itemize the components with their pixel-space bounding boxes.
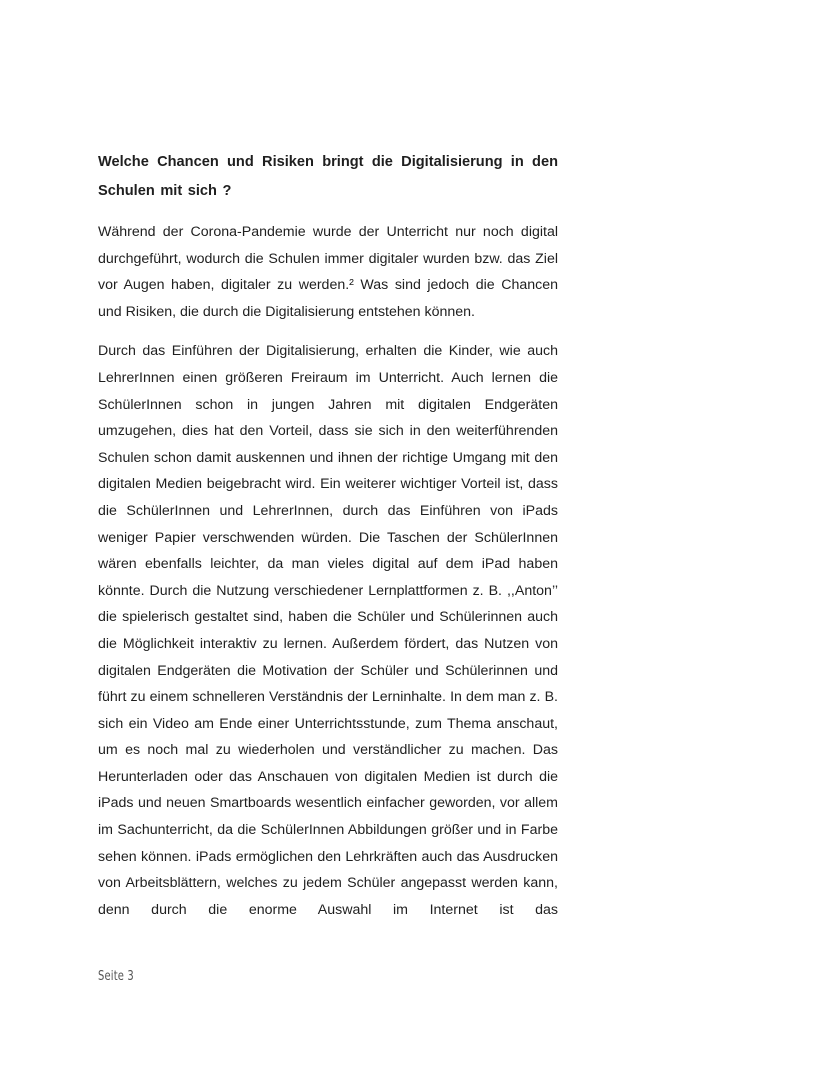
intro-paragraph: Während der Corona-Pandemie wurde der Unterricht nur noch digital durchgeführt, wodurch die Schulen immer digitaler wurden bzw. das Ziel vor Augen haben, digitaler zu werden.² Was sind jedoch die Chancen und Risiken, die durch die Digitalisierung entstehen können. [98, 224, 558, 320]
page-number: Seite 3 [98, 968, 134, 984]
body-paragraph: Durch das Einführen der Digitalisierung, erhalten die Kinder, wie auch LehrerInnen einen größeren Freiraum im Unterricht. Auch lernen die SchülerInnen schon in jungen Jahren mit digitalen Endgeräten umzugehen, dies hat den Vorteil, dass sie sich in den weiterführenden Schulen schon damit auskennen und ihnen der richtige Umgang mit den digitalen Medien beigebracht wird. Ein weiterer wichtiger Vorteil ist, dass die SchülerInnen und LehrerInnen, durch das Einführen von iPads weniger Papier verschwenden würden. Die Taschen der SchülerInnen wären ebenfalls leichter, da man vieles digital auf dem iPad haben könnte. Durch die Nutzung verschiedener Lernplattformen z. B. ,,Anton’’ die spielerisch gestaltet sind, haben die Schüler und Schülerinnen auch die Möglichkeit interaktiv zu lernen. Außerdem fördert, das Nutzen von digitalen Endgeräten die Motivation der Schüler und Schülerinnen und führt zu einem schnelleren Verständnis der Lerninhalte. In dem man z. B. sich ein Video am Ende einer Unterrichtsstunde, zum Thema anschaut, um es noch mal zu wiederholen und verständlicher zu machen. Das Herunterladen oder das Anschauen von digitalen Medien ist durch die iPads und neuen Smartboards wesentlich einfacher geworden, vor allem im Sachunterricht, da die SchülerInnen Abbildungen größer und in Farbe sehen können. iPads ermöglichen den Lehrkräften auch das Ausdrucken von Arbeitsblättern, welches zu jedem Schüler angepasst werden kann, denn durch die enorme Auswahl im Internet ist das [98, 343, 558, 918]
section-heading: Welche Chancen und Risiken bringt die Digitalisierung in den Schulen mit sich ? [98, 154, 558, 199]
document-body [98, 148, 558, 923]
